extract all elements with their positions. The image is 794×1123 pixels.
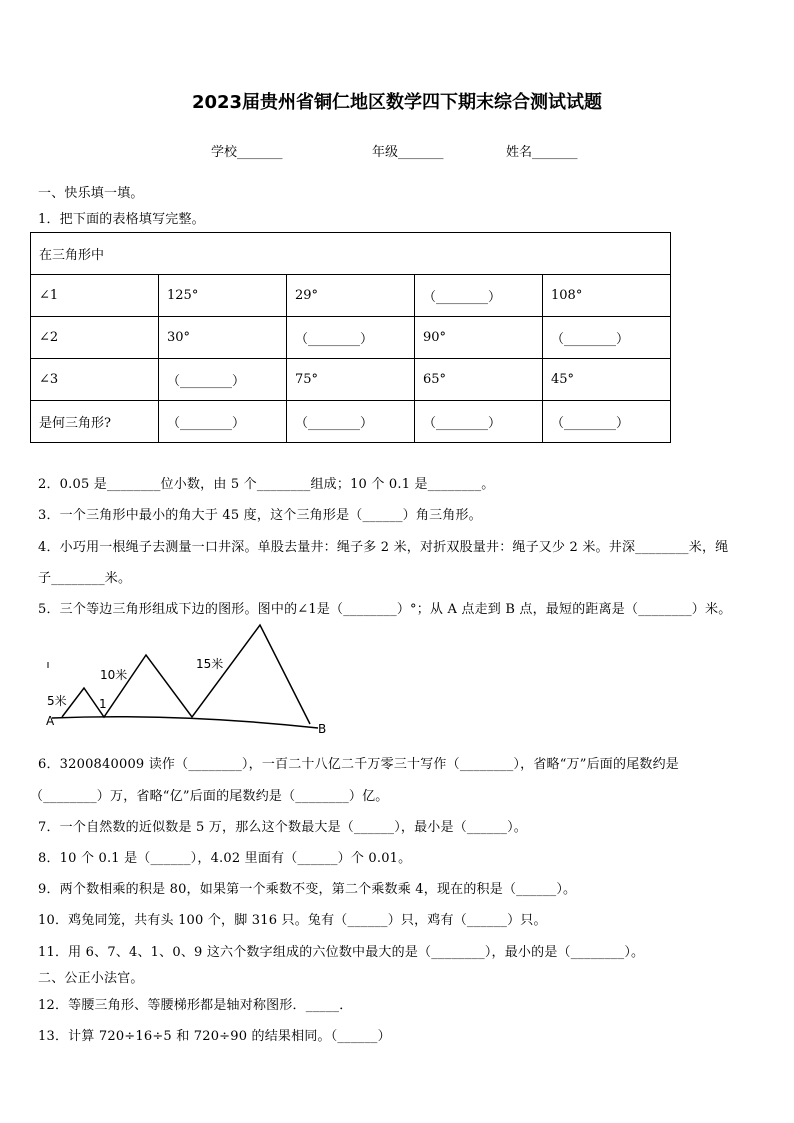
- table-cell: 29°: [287, 275, 415, 317]
- side-15-label: 15米: [196, 657, 224, 671]
- table-cell: 45°: [543, 359, 671, 401]
- table-header: 在三角形中: [31, 233, 671, 275]
- side-10-label: 10米: [100, 668, 128, 682]
- question-10: 10．鸡兔同笼，共有头 100 个，脚 316 只。兔有（______）只，鸡有（______）只。: [38, 913, 547, 928]
- section-heading: 二、公正小法官。: [38, 971, 144, 986]
- table-cell[interactable]: （________）: [415, 275, 543, 317]
- question-13: 13．计算 720÷16÷5 和 720÷90 的结果相同。（______）: [38, 1029, 391, 1044]
- angle-1-label: 1: [99, 697, 107, 711]
- grade-field[interactable]: 年级_______: [372, 145, 444, 160]
- table-cell[interactable]: （________）: [159, 401, 287, 443]
- question-2: 2．0.05 是________位小数，由 5 个________组成；10 个 0.1 是________。: [38, 477, 495, 492]
- table-cell[interactable]: （________）: [415, 401, 543, 443]
- table-cell: 75°: [287, 359, 415, 401]
- question-3: 3．一个三角形中最小的角大于 45 度，这个三角形是（______）角三角形。: [38, 508, 482, 523]
- point-a-label: A: [46, 714, 55, 728]
- table-cell[interactable]: （________）: [159, 359, 287, 401]
- table-cell: ∠1: [31, 275, 159, 317]
- side-5-label: 5米: [47, 694, 67, 708]
- name-field[interactable]: 姓名_______: [506, 145, 578, 160]
- table-cell: 是何三角形?: [31, 401, 159, 443]
- table-cell[interactable]: （________）: [543, 401, 671, 443]
- table-cell[interactable]: （________）: [287, 401, 415, 443]
- table-cell: ∠3: [31, 359, 159, 401]
- question-7: 7．一个自然数的近似数是 5 万，那么这个数最大是（______），最小是（______）。: [38, 820, 528, 835]
- question-11: 11．用 6、7、4、1、0、9 这六个数字组成的六位数中最大的是（________），最小的是（________）。: [38, 945, 645, 960]
- section-heading: 一、快乐填一填。: [38, 186, 144, 201]
- question-6-cont: （________）万，省略“亿”后面的尾数约是（________）亿。: [30, 789, 389, 804]
- table-cell[interactable]: （________）: [287, 317, 415, 359]
- table-cell: 90°: [415, 317, 543, 359]
- page-title: 2023届贵州省铜仁地区数学四下期末综合测试试题: [191, 92, 603, 113]
- point-b-label: B: [318, 722, 327, 736]
- question-4-cont: 子________米。: [38, 571, 132, 586]
- school-field[interactable]: 学校_______: [211, 145, 283, 160]
- table-cell: ∠2: [31, 317, 159, 359]
- table-cell: 30°: [159, 317, 287, 359]
- question-5: 5．三个等边三角形组成下边的图形。图中的∠1是（________）°；从 A 点走到 B 点，最短的距离是（________）米。: [38, 602, 732, 617]
- question-4: 4．小巧用一根绳子去测量一口井深。单股去量井：绳子多 2 米，对折双股量井：绳子又少 2 米。井深________米，绳: [38, 540, 729, 555]
- table-cell: 108°: [543, 275, 671, 317]
- question-9: 9．两个数相乘的积是 80，如果第一个乘数不变，第二个乘数乘 4，现在的积是（______）。: [38, 882, 577, 897]
- table-cell[interactable]: （________）: [543, 317, 671, 359]
- question-1: 1．把下面的表格填写完整。: [38, 212, 205, 227]
- question-8: 8．10 个 0.1 是（______），4.02 里面有（______）个 0.01。: [38, 851, 412, 866]
- table-cell: 65°: [415, 359, 543, 401]
- table-cell: 125°: [159, 275, 287, 317]
- question-12: 12．等腰三角形、等腰梯形都是轴对称图形．_____．: [38, 998, 353, 1013]
- question-6: 6．3200840009 读作（________），一百二十八亿二千万零三十写作（________），省略“万”后面的尾数约是: [38, 757, 680, 772]
